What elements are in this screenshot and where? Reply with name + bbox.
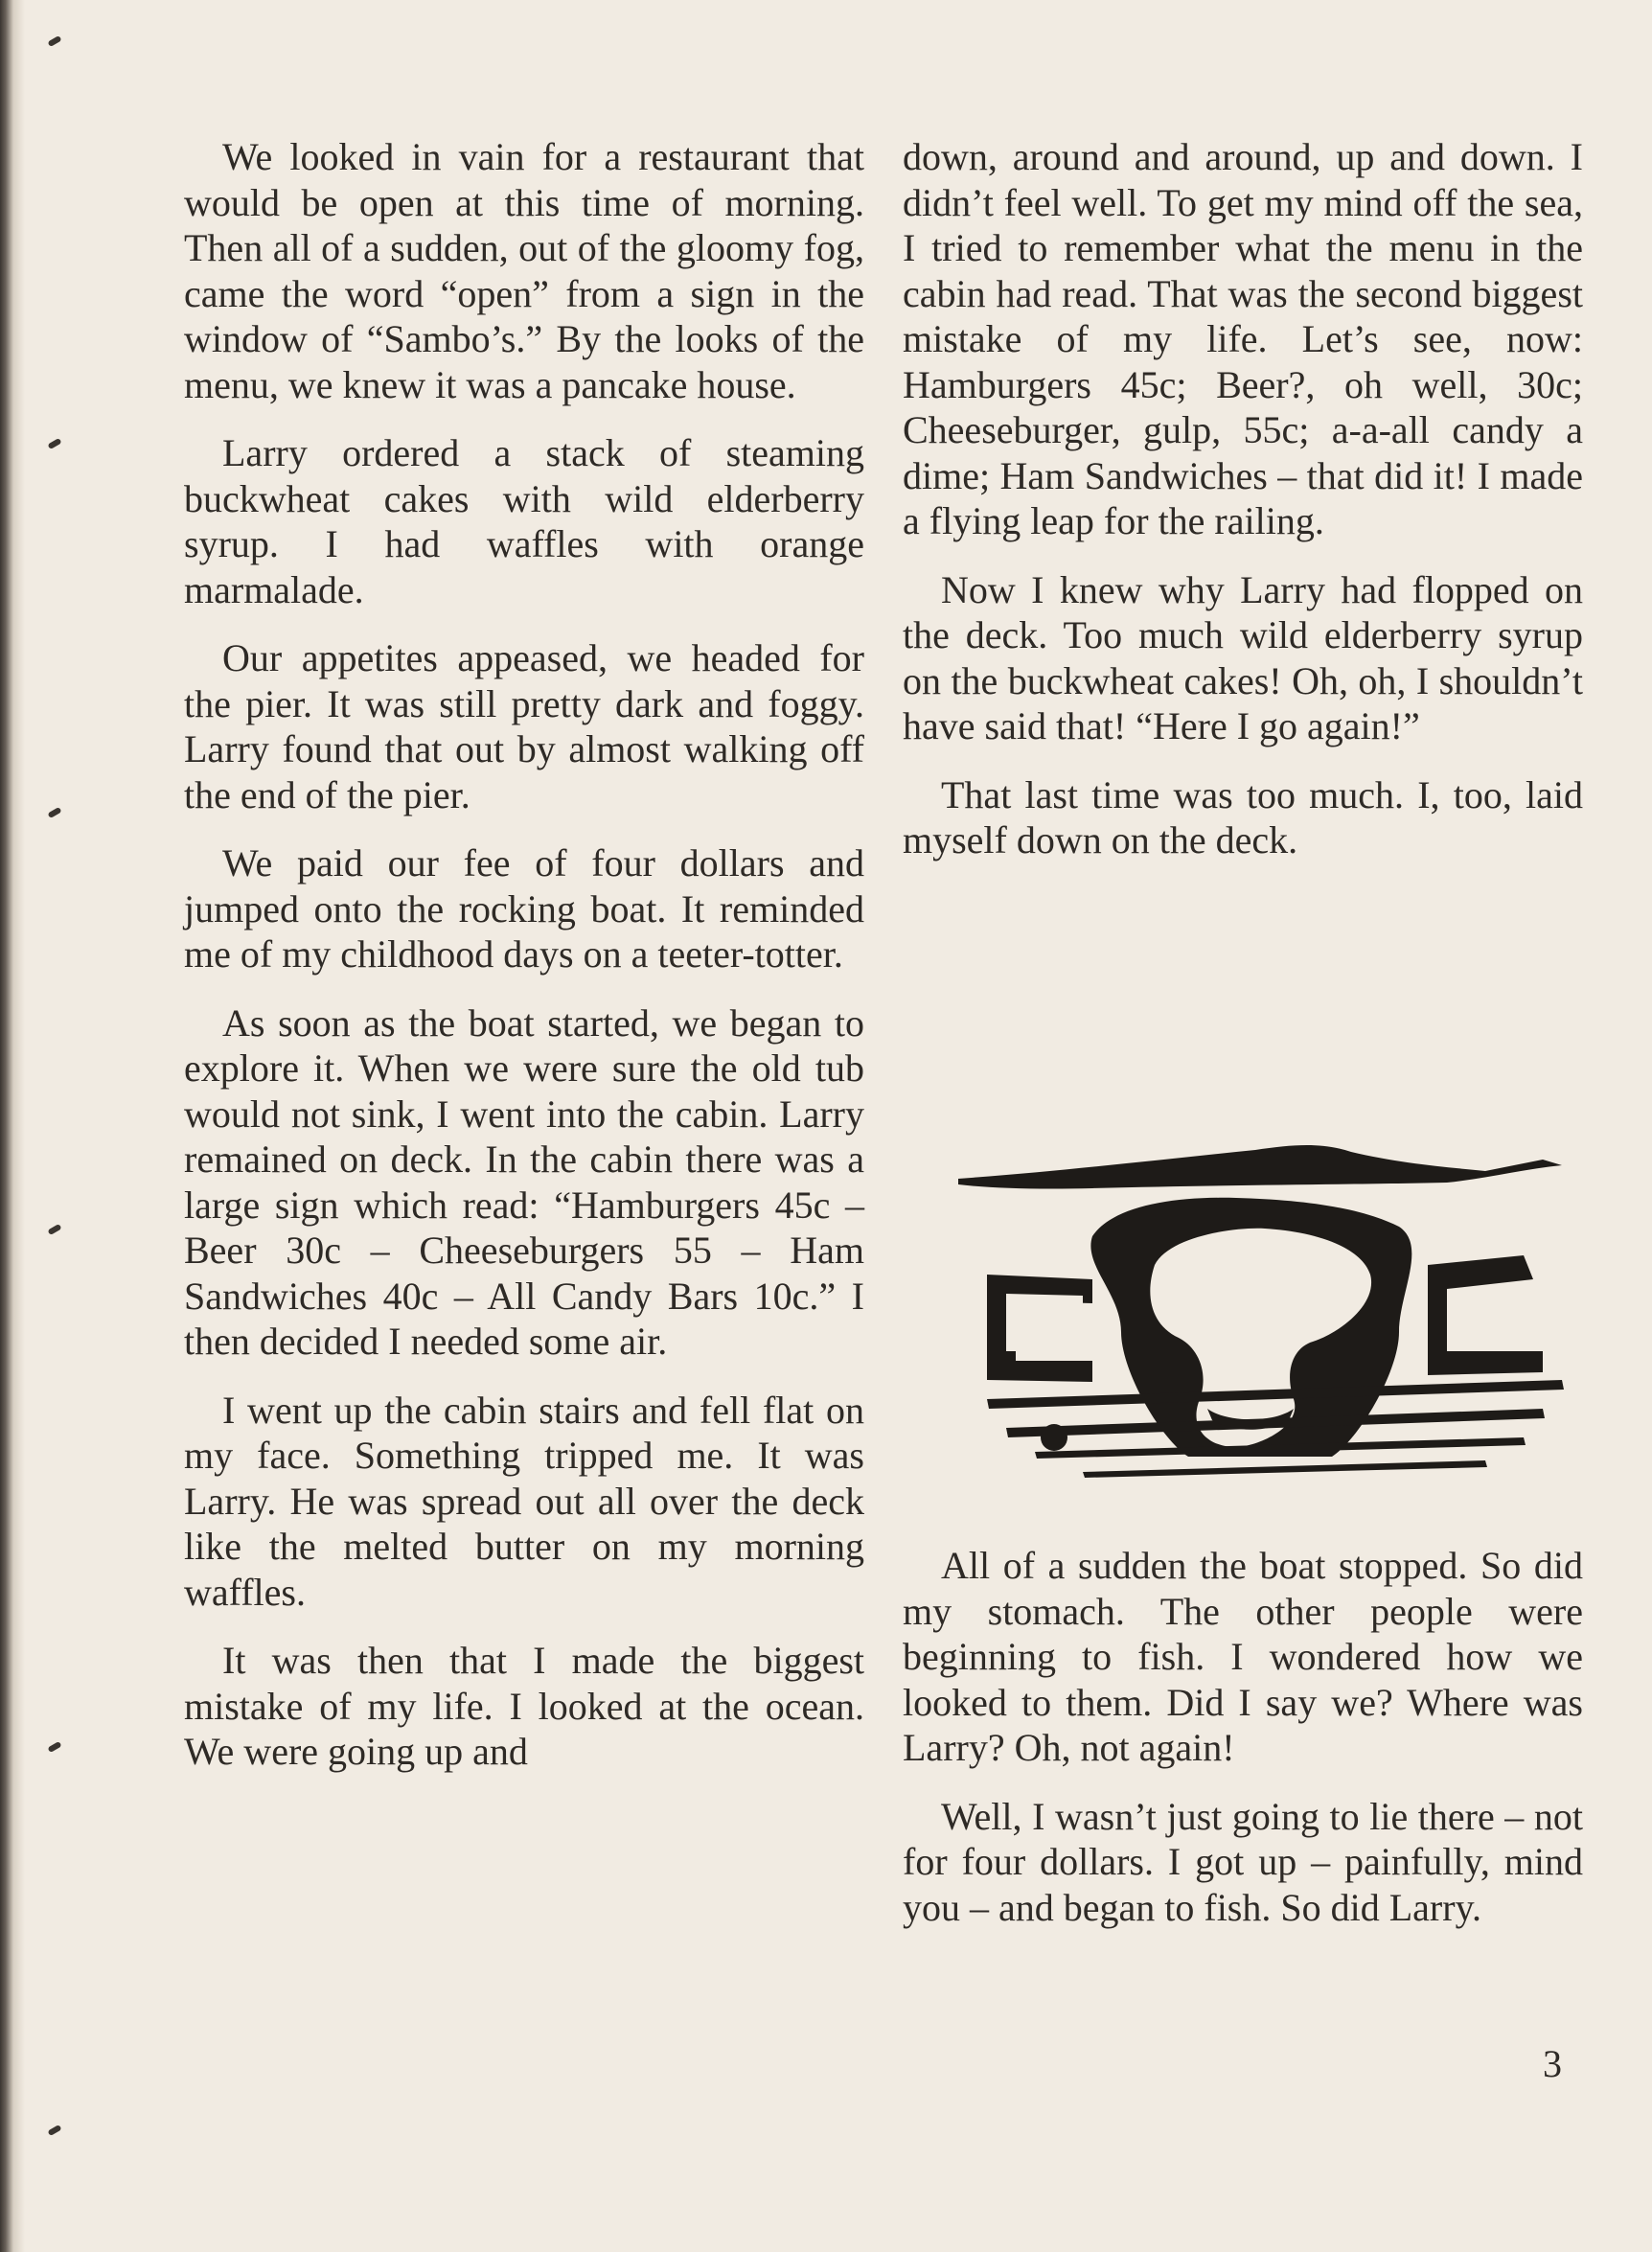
- binding-mark: [47, 807, 61, 818]
- page-number: 3: [1543, 2042, 1562, 2085]
- binding-mark: [47, 1741, 61, 1753]
- right-text-column-upper: [903, 134, 1583, 886]
- paragraph: It was then that I made the biggest mistake of my life. I looked at the ocean. We were going up and: [184, 1639, 864, 1773]
- paragraph: As soon as the boat started, we began to explore it. When we were sure the old tub would not sink, I went into the cabin. Larry remained on deck. In the cabin there was a large sign which read: “Hamburgers 45c – Beer 30c – Cheeseburgers 55 – Ham Sandwiches 40c – All Candy Bars 10c.” I then decided I needed some air.: [184, 1000, 864, 1363]
- page-binding-edge: [0, 0, 25, 2252]
- paragraph: We paid our fee of four dollars and jumped onto the rocking boat. It reminded me of my childhood days on a teeter-totter.: [184, 841, 864, 976]
- binding-mark: [47, 2125, 61, 2136]
- paragraph: Our appetites appeased, we headed for the pier. It was still pretty dark and foggy. Larry found that out by almost walking off the end of the pier.: [184, 636, 864, 816]
- binding-mark: [47, 438, 61, 449]
- paragraph: I went up the cabin stairs and fell flat on my face. Something tripped me. It was Larry. He was spread out all over the deck like the melted butter on my morning waffles.: [184, 1388, 864, 1614]
- paragraph: Now I knew why Larry had flopped on the deck. Too much wild elderberry syrup on the buckwheat cakes! Oh, oh, I shouldn’t have said that! “Here I go again!”: [903, 567, 1583, 747]
- right-text-column-lower: [903, 1543, 1583, 1953]
- seasick-figure-illustration-icon: [949, 1121, 1581, 1505]
- paragraph: down, around and around, up and down. I didn’t feel well. To get my mind off the sea, I tried to remember what the menu in the cabin had read. That was the second biggest mistake of my life. Let’s see, now: Hamburgers 45c; Beer?, oh well, 30c; Cheeseburger, gulp, 55c; a-a-all candy a dime; Ham Sandwiches – that did it! I made a flying leap for the railing.: [903, 135, 1583, 542]
- paragraph: We looked in vain for a restaurant that would be open at this time of morning. Then all of a sudden, out of the gloomy fog, came the word “open” from a sign in the window of “Sambo’s.” By the looks of the menu, we knew it was a pancake house.: [184, 135, 864, 406]
- binding-mark: [47, 1224, 61, 1235]
- paragraph: Larry ordered a stack of steaming buckwheat cakes with wild elderberry syrup. I had waffles with orange marmalade.: [184, 431, 864, 611]
- paragraph: All of a sudden the boat stopped. So did my stomach. The other people were beginning to fish. I wondered how we looked to them. Did I say we? Where was Larry? Oh, not again!: [903, 1544, 1583, 1769]
- left-text-column: [184, 134, 864, 1798]
- binding-mark: [47, 35, 61, 47]
- paragraph: That last time was too much. I, too, laid myself down on the deck.: [903, 772, 1583, 862]
- paragraph: Well, I wasn’t just going to lie there – not for four dollars. I got up – painfully, mind you – and began to fish. So did Larry.: [903, 1794, 1583, 1929]
